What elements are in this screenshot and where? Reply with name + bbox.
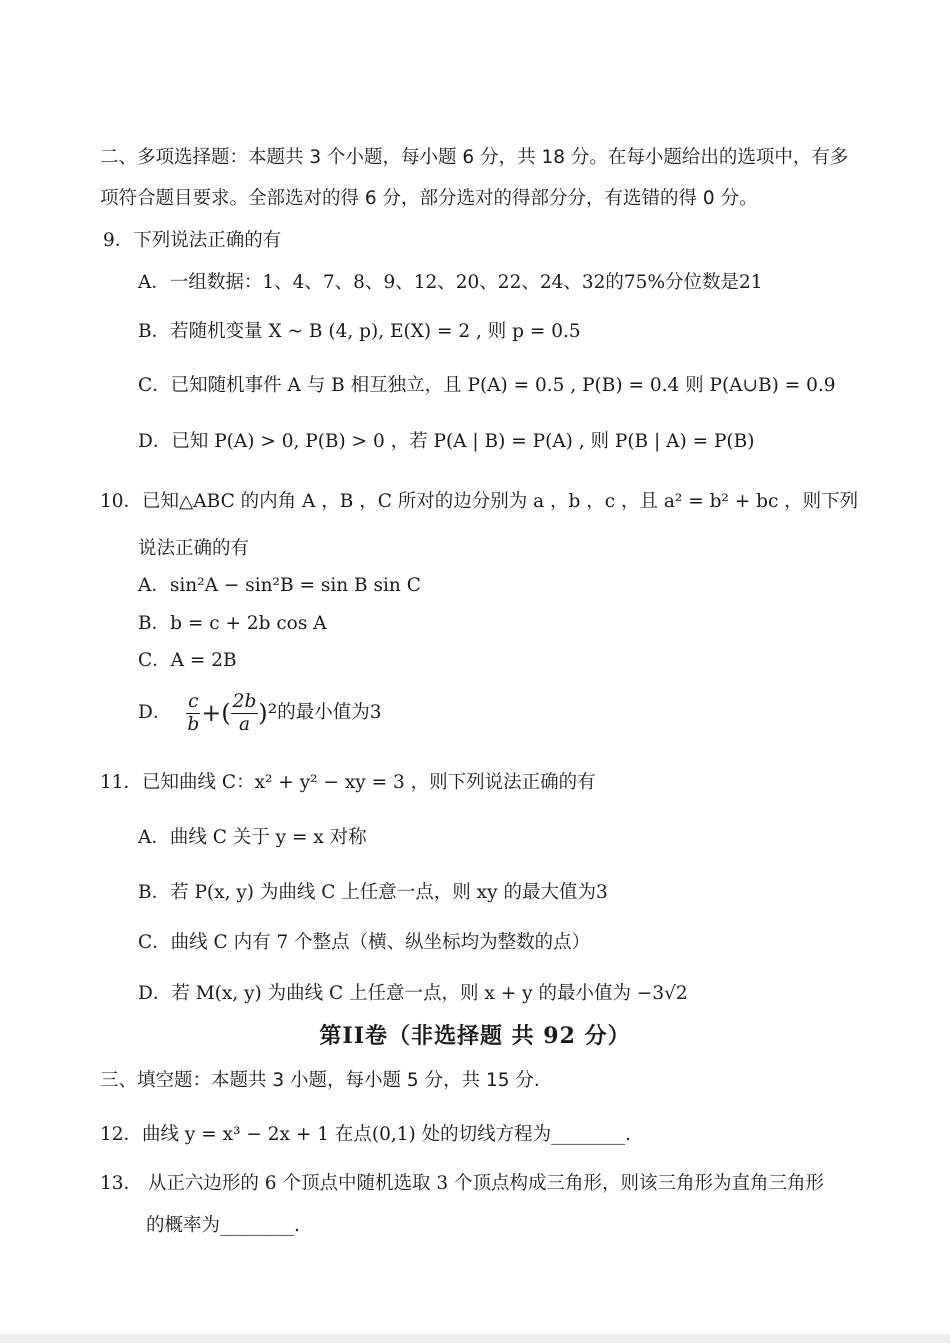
question-9-option-b: B．若随机变量 X ~ B (4, p), E(X) = 2 , 则 p = 0.5 [138,321,581,342]
close-paren-squared: )² [258,699,278,727]
page-bottom-edge [0,1334,950,1343]
question-10-option-d [138,688,382,738]
fraction-c-over-b [185,691,201,736]
option-d-tail: 的最小值为3 [277,702,382,723]
fraction-numerator: 2b [232,690,257,712]
question-10-stem-line1: 10．已知△ABC 的内角 A ，B ，C 所对的边分别为 a ，b ，c ，且 a² = b² + bc ，则下列 [100,491,859,512]
question-12: 12．曲线 y = x³ − 2x + 1 在点(0,1) 处的切线方程为________. [100,1124,631,1145]
question-11-option-b: B．若 P(x, y) 为曲线 C 上任意一点，则 xy 的最大值为3 [138,882,608,903]
question-9-option-c: C．已知随机事件 A 与 B 相互独立，且 P(A) = 0.5 , P(B) = 0.4 则 P(A∪B) = 0.9 [138,375,836,396]
question-9-option-d: D．已知 P(A) > 0, P(B) > 0 ，若 P(A | B) = P(A) , 则 P(B | A) = P(B) [138,431,755,452]
question-11-option-c: C．曲线 C 内有 7 个整点（横、纵坐标均为整数的点） [138,932,591,953]
fraction-2b-over-a [231,691,259,736]
question-11-option-d: D．若 M(x, y) 为曲线 C 上任意一点，则 x + y 的最小值为 −3√2 [138,983,688,1004]
section2-instructions-line2: 项符合题目要求。全部选对的得 6 分，部分选对的得部分分，有选错的得 0 分。 [100,188,758,209]
question-9-stem: 9．下列说法正确的有 [103,230,282,251]
plus-open-paren: +( [201,699,231,727]
section2-instructions-line1: 二、多项选择题：本题共 3 个小题，每小题 6 分，共 18 分。在每小题给出的选项中，有多 [100,147,849,168]
question-11-stem: 11．已知曲线 C：x² + y² − xy = 3 ，则下列说法正确的有 [100,772,596,793]
question-13-line2: 的概率为________. [146,1215,300,1236]
question-10-option-b: B．b = c + 2b cos A [138,613,327,634]
fraction-denominator: a [238,713,250,735]
fraction-numerator: c [188,690,199,712]
question-10-option-a: A．sin²A − sin²B = sin B sin C [138,575,421,596]
fraction-denominator: b [187,713,200,735]
question-13-line1: 13． 从正六边形的 6 个顶点中随机选取 3 个顶点构成三角形，则该三角形为直角三角形 [100,1173,824,1194]
part-2-title: 第II卷（非选择题 共 92 分） [319,1023,631,1049]
section3-header: 三、填空题：本题共 3 小题，每小题 5 分，共 15 分. [100,1070,540,1091]
option-d-label: D． [138,702,172,723]
question-10-option-c: C．A = 2B [138,650,237,671]
question-11-option-a: A．曲线 C 关于 y = x 对称 [138,827,367,848]
question-10-stem-line2: 说法正确的有 [138,538,250,559]
question-9-option-a: A．一组数据：1、4、7、8、9、12、20、22、24、32的75%分位数是21 [138,272,763,293]
